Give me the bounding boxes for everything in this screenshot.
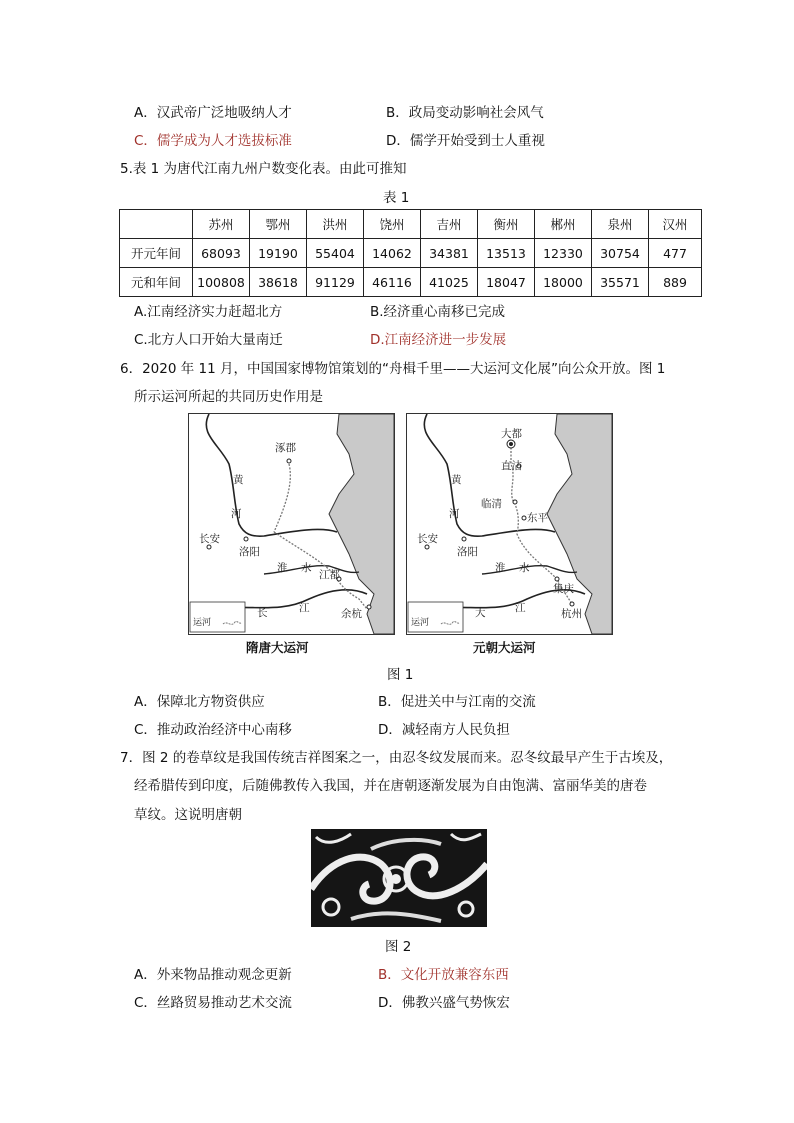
- household-table: [119, 209, 702, 297]
- q7-stem-line3: 草纹。这说明唐朝: [134, 807, 242, 823]
- map-label-changan: 长安: [417, 533, 438, 545]
- q7-option-d: D．佛教兴盛气势恢宏: [378, 995, 510, 1011]
- map-legend-label: 运河: [411, 618, 430, 628]
- scroll-grass-pattern-image: [311, 829, 487, 927]
- map-label-zhigu: 直沽: [501, 460, 522, 472]
- map-label-jiang: 江: [515, 602, 526, 614]
- q4-option-b: B．政局变动影响社会风气: [386, 105, 544, 121]
- table-title: 表 1: [383, 190, 410, 206]
- table-cell: 35571: [592, 268, 649, 297]
- map-label-zhuojun: 涿郡: [275, 442, 296, 454]
- q6-option-c: C．推动政治经济中心南移: [134, 722, 292, 738]
- figure-2-caption: 图 2: [385, 939, 412, 955]
- figure-1-caption: 图 1: [387, 667, 414, 683]
- map-label-he: 河: [449, 508, 460, 520]
- table-cell: 38618: [250, 268, 307, 297]
- map-right-caption: 元朝大运河: [473, 640, 536, 655]
- q7-option-c: C．丝路贸易推动艺术交流: [134, 995, 292, 1011]
- table-cell: 30754: [592, 239, 649, 268]
- table-header-cell: [120, 210, 193, 239]
- q4-options-row2: [134, 129, 734, 149]
- table-cell: 18000: [535, 268, 592, 297]
- q5-option-a: A.江南经济实力赶超北方: [134, 304, 283, 320]
- table-cell: 100808: [193, 268, 250, 297]
- q6-option-d: D．减轻南方人民负担: [378, 722, 510, 738]
- map-label-jiang: 江: [299, 602, 310, 614]
- table-cell: 元和年间: [120, 268, 193, 297]
- table-header-cell: 苏州: [193, 210, 250, 239]
- q6-option-a: A．保障北方物资供应: [134, 694, 265, 710]
- table-header-cell: 饶州: [364, 210, 421, 239]
- map-label-linqing: 临清: [481, 498, 502, 510]
- map-label-luoyang: 洛阳: [457, 546, 478, 558]
- q4-option-a: A．汉武帝广泛地吸纳人才: [134, 105, 292, 121]
- table-header-row: [120, 210, 702, 239]
- q7-option-b: B．文化开放兼容东西: [378, 967, 509, 983]
- table-cell: 41025: [421, 268, 478, 297]
- map-label-shui: 水: [519, 562, 530, 574]
- map-label-changan: 长安: [199, 533, 220, 545]
- table-row: [120, 239, 702, 268]
- q5-options-row1: [134, 300, 734, 320]
- map-label-dongping: 东平: [527, 512, 548, 524]
- map-label-huai: 淮: [277, 562, 288, 574]
- table-cell: 34381: [421, 239, 478, 268]
- q4-option-c: C．儒学成为人才选拔标准: [134, 133, 292, 149]
- q5-stem: 5.表 1 为唐代江南九州户数变化表。由此可推知: [120, 161, 407, 177]
- q4-option-d: D．儒学开始受到士人重视: [386, 133, 545, 149]
- table-cell: 19190: [250, 239, 307, 268]
- map-label-dadu: 大都: [501, 428, 522, 440]
- table-cell: 12330: [535, 239, 592, 268]
- table-cell: 18047: [478, 268, 535, 297]
- q6-option-b: B．促进关中与江南的交流: [378, 694, 536, 710]
- q5-option-b: B.经济重心南移已完成: [370, 304, 506, 320]
- table-cell: 68093: [193, 239, 250, 268]
- q6-stem-line1: 6．2020 年 11 月，中国国家博物馆策划的“舟楫千里——大运河文化展”向公众开放。图 1: [120, 361, 666, 377]
- map-left-caption: 隋唐大运河: [246, 640, 309, 655]
- table-cell: 91129: [307, 268, 364, 297]
- map-sui-tang-canal: [188, 413, 395, 635]
- table-cell: 477: [649, 239, 702, 268]
- q7-options-row2: [134, 991, 734, 1011]
- q7-options-row1: [134, 963, 734, 983]
- map-label-yuhang: 余杭: [341, 608, 362, 620]
- table-header-cell: 汉州: [649, 210, 702, 239]
- q6-options-row1: [134, 690, 734, 710]
- map-legend-label: 运河: [193, 618, 212, 628]
- map-label-huang: 黄: [233, 474, 244, 486]
- q7-option-a: A．外来物品推动观念更新: [134, 967, 292, 983]
- canal-map-icon: [407, 414, 612, 634]
- map-label-da: 大: [475, 607, 486, 619]
- map-label-jiqing: 集庆: [553, 583, 574, 595]
- table-header-cell: 衡州: [478, 210, 535, 239]
- q6-stem-line2: 所示运河所起的共同历史作用是: [134, 389, 323, 405]
- map-label-hangzhou: 杭州: [561, 608, 582, 620]
- table-cell: 46116: [364, 268, 421, 297]
- map-label-jiangdu: 江都: [319, 569, 340, 581]
- table-cell: 13513: [478, 239, 535, 268]
- q5-option-c: C.北方人口开始大量南迁: [134, 332, 283, 348]
- map-yuan-canal: [406, 413, 613, 635]
- map-label-huai: 淮: [495, 562, 506, 574]
- q5-options-row2: [134, 328, 734, 348]
- table-cell: 14062: [364, 239, 421, 268]
- q7-stem-line1: 7．图 2 的卷草纹是我国传统吉祥图案之一，由忍冬纹发展而来。忍冬纹最早产生于古埃及，: [120, 750, 673, 766]
- table-cell: 开元年间: [120, 239, 193, 268]
- q4-options-row1: [134, 101, 734, 121]
- map-label-chang: 长: [257, 607, 268, 619]
- table-header-cell: 泉州: [592, 210, 649, 239]
- map-label-huang: 黄: [451, 474, 462, 486]
- table-row: [120, 268, 702, 297]
- map-label-shui: 水: [301, 562, 312, 574]
- map-label-he: 河: [231, 508, 242, 520]
- table-cell: 55404: [307, 239, 364, 268]
- map-label-luoyang: 洛阳: [239, 546, 260, 558]
- q5-option-d: D.江南经济进一步发展: [370, 332, 507, 348]
- q7-stem-line2: 经希腊传到印度，后随佛教传入我国，并在唐朝逐渐发展为自由饱满、富丽华美的唐卷: [134, 778, 647, 794]
- table-header-cell: 吉州: [421, 210, 478, 239]
- table-header-cell: 鄂州: [250, 210, 307, 239]
- figure-1-maps: [188, 413, 612, 633]
- table-header-cell: 郴州: [535, 210, 592, 239]
- q6-options-row2: [134, 718, 734, 738]
- table-header-cell: 洪州: [307, 210, 364, 239]
- table-cell: 889: [649, 268, 702, 297]
